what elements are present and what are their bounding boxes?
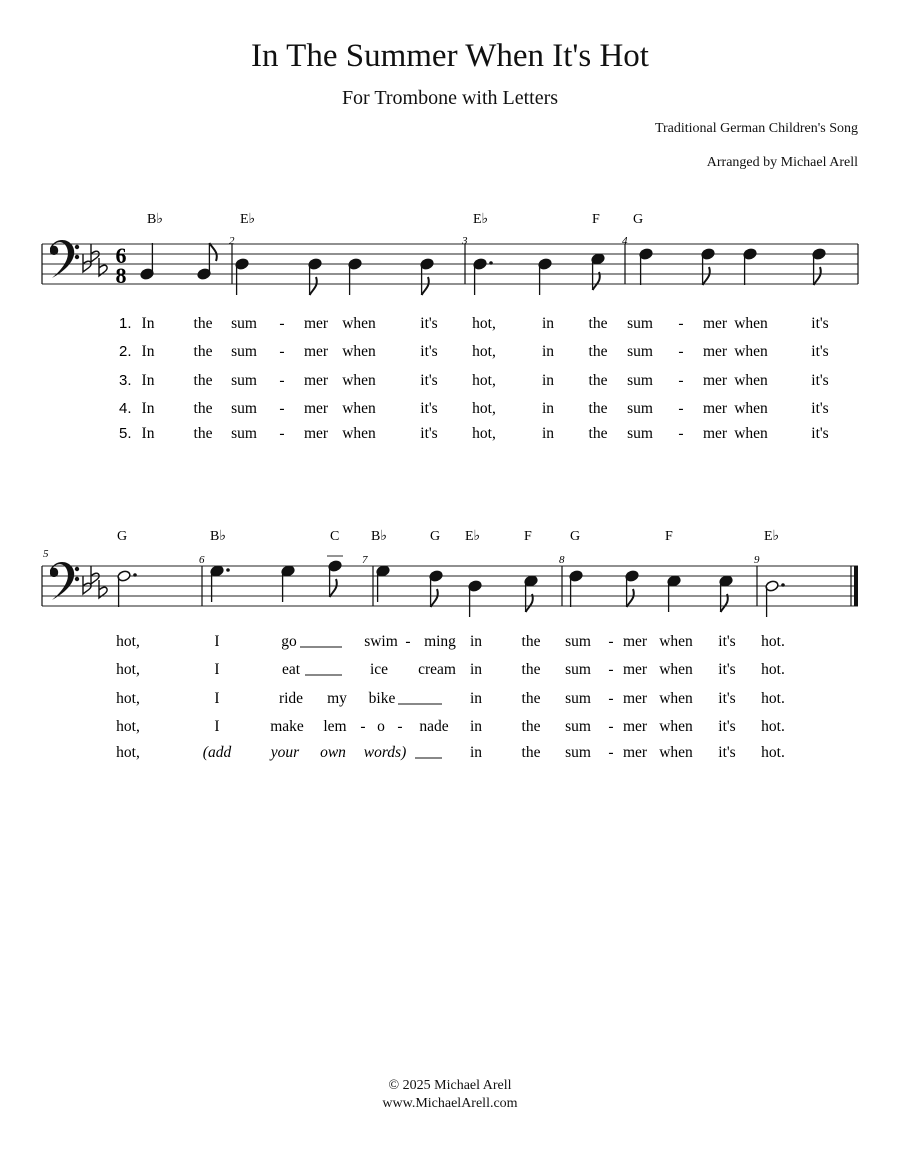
note [197,243,217,280]
chord-symbol: C [330,529,340,544]
lyric-syllable: mer [622,718,648,735]
lyric-syllable: sum [231,400,257,417]
lyric-syllable: when [734,372,768,389]
note-flag [593,272,600,290]
lyric-syllable: In [141,425,155,442]
lyric-hyphen: - [279,400,285,417]
lyric-syllable: when [659,633,693,650]
key-signature-flats [83,566,107,598]
note-flag [814,267,821,285]
lyric-syllable: hot, [116,690,140,707]
lyric-syllable: mer [702,343,728,360]
lyric-syllable: mer [702,372,728,389]
lyric-syllable: when [342,372,376,389]
chord-symbol: F [665,529,673,544]
lyric-syllable: mer [622,661,648,678]
chord-symbol: G [117,529,128,544]
lyric-hyphen: - [279,315,285,332]
lyric-syllable: mer [303,425,329,442]
note-flag [526,594,533,612]
lyric-syllable: hot, [472,425,496,442]
lyric-syllable: ice [369,661,389,678]
measure-number: 7 [362,554,368,566]
lyric-syllable: eat [281,661,301,678]
lyric-hyphen: - [678,400,684,417]
notes-system-1 [140,243,826,295]
lyric-hyphen: - [608,661,614,678]
note [538,258,552,295]
lyric-syllable: sum [565,661,591,678]
lyric-syllable: make [270,718,304,735]
verse-number: 5. [119,425,132,442]
lyric-syllable: it's [811,372,829,389]
lyrics-system-1 [119,315,829,442]
lyric-syllable: my [327,690,347,707]
lyric-syllable: hot. [761,633,785,650]
lyric-syllable: it's [420,343,438,360]
lyric-hyphen: - [678,315,684,332]
lyric-syllable: hot, [472,372,496,389]
lyric-syllable: in [541,343,555,360]
lyric-hyphen: - [279,425,285,442]
lyric-syllable: hot, [472,400,496,417]
lyric-syllable: sum [565,718,591,735]
chord-symbol: B♭ [147,212,163,227]
lyric-hyphen: - [279,372,285,389]
website-link[interactable]: www.MichaelArell.com [382,1096,518,1111]
lyric-hyphen: - [397,718,403,735]
lyric-syllable: In [141,400,155,417]
lyric-syllable: hot. [761,661,785,678]
lyric-syllable: sum [627,315,653,332]
lyric-syllable: In [141,372,155,389]
lyric-syllable: the [521,661,541,678]
augmentation-dot [226,568,230,572]
measure-number: 4 [622,235,628,247]
augmentation-dot [489,261,493,265]
lyric-hyphen: - [678,372,684,389]
lyric-syllable: the [193,315,213,332]
verse-number: 2. [119,343,132,360]
lyric-syllable: it's [718,744,736,761]
lyrics-system-2 [116,633,785,761]
lyric-syllable: I [214,718,220,735]
lyric-syllable: your [270,744,300,761]
lyric-syllable: in [541,372,555,389]
augmentation-dot [133,573,137,577]
lyric-hyphen: - [678,343,684,360]
note-flag [209,243,216,261]
score-title: In The Summer When It's Hot [251,38,649,74]
lyric-hyphen: - [608,633,614,650]
score-subtitle: For Trombone with Letters [341,87,559,109]
lyric-syllable: mer [303,400,329,417]
note [308,258,322,295]
lyric-syllable: In [141,343,155,360]
copyright-notice: © 2025 Michael Arell [388,1078,512,1093]
lyric-syllable: lem [323,718,347,735]
lyric-syllable: hot, [116,633,140,650]
lyric-syllable: In [141,315,155,332]
lyric-hyphen: - [608,744,614,761]
lyric-syllable: it's [811,400,829,417]
lyric-syllable: the [588,315,608,332]
lyric-syllable: I [214,661,220,678]
verse-number: 4. [119,400,132,417]
note-flag [721,594,728,612]
lyric-syllable: mer [303,372,329,389]
chord-symbol: E♭ [764,529,780,544]
lyric-hyphen: - [360,718,366,735]
lyric-syllable: bike [368,690,396,707]
note [473,258,493,295]
lyric-syllable: sum [231,372,257,389]
chord-symbol: G [633,212,644,227]
lyric-syllable: when [342,315,376,332]
composer-credit: Traditional German Children's Song [654,121,858,136]
lyric-syllable: the [588,343,608,360]
note [743,248,757,285]
chord-symbol: E♭ [465,529,481,544]
note [468,580,482,617]
lyric-syllable: in [469,718,483,735]
lyric-hyphen: - [678,425,684,442]
measure-number: 9 [754,554,760,566]
lyric-syllable: hot, [472,343,496,360]
lyric-syllable: the [588,425,608,442]
lyric-syllable: the [521,633,541,650]
note-flag [422,277,429,295]
lyric-syllable: I [214,690,220,707]
lyric-syllable: when [734,400,768,417]
lyric-syllable: words) [363,744,407,761]
lyric-syllable: sum [231,343,257,360]
note [429,570,443,607]
lyric-syllable: the [521,718,541,735]
lyric-syllable: mer [622,744,648,761]
bass-clef-icon [50,562,79,600]
lyric-syllable: sum [231,315,257,332]
lyric-syllable: swim [364,633,398,650]
note [625,570,639,607]
notes-system-2 [117,556,785,617]
lyric-syllable: hot, [116,718,140,735]
lyric-syllable: the [193,372,213,389]
lyric-syllable: the [193,343,213,360]
chord-symbol: G [570,529,581,544]
note [140,243,154,280]
measure-number: 6 [199,554,205,566]
lyric-syllable: it's [811,343,829,360]
time-sig-bottom: 8 [115,263,127,288]
chord-symbol: E♭ [473,212,489,227]
lyric-syllable: mer [303,315,329,332]
arranger-credit: Arranged by Michael Arell [706,155,858,170]
verse-number: 3. [119,372,132,389]
chord-symbol: F [592,212,600,227]
lyric-syllable: go [281,633,297,650]
lyric-syllable: when [342,343,376,360]
lyric-syllable: in [469,690,483,707]
lyric-syllable: mer [702,400,728,417]
lyric-syllable: (add [202,744,232,761]
bass-clef-icon [50,240,79,278]
lyric-syllable: in [541,400,555,417]
lyric-syllable: sum [627,425,653,442]
lyric-syllable: own [320,744,346,761]
chord-symbol: F [524,529,532,544]
lyric-syllable: it's [718,690,736,707]
key-signature-flats [83,244,107,276]
lyric-hyphen: - [608,718,614,735]
lyric-syllable: when [734,315,768,332]
staff-lines-2 [42,566,858,606]
chord-symbols-1 [147,212,643,227]
lyric-syllable: the [521,744,541,761]
note [348,258,362,295]
lyric-syllable: ride [278,690,304,707]
note-flag [431,589,438,607]
lyric-syllable: mer [702,315,728,332]
measure-number: 8 [559,554,565,566]
lyric-syllable: in [469,661,483,678]
chord-symbol: B♭ [371,529,387,544]
measure-number: 3 [462,235,468,247]
lyric-syllable: in [541,425,555,442]
chord-symbol: B♭ [210,529,226,544]
lyric-syllable: sum [565,633,591,650]
lyric-syllable: mer [622,690,648,707]
lyric-syllable: the [521,690,541,707]
note [420,258,434,295]
lyric-syllable: it's [811,315,829,332]
lyric-syllable: when [342,400,376,417]
measure-number: 2 [229,235,235,247]
lyric-syllable: when [734,343,768,360]
lyric-syllable: sum [627,400,653,417]
lyric-syllable: it's [420,315,438,332]
note [812,248,826,285]
lyric-syllable: when [659,661,693,678]
lyric-syllable: it's [811,425,829,442]
lyric-syllable: when [659,744,693,761]
note-flag [627,589,634,607]
lyric-syllable: in [469,744,483,761]
lyric-syllable: it's [718,661,736,678]
lyric-syllable: hot, [116,744,140,761]
lyric-syllable: hot. [761,744,785,761]
chord-symbols-2 [117,529,779,544]
note-flag [330,579,337,597]
lyric-syllable: nade [419,718,449,735]
note-flag [310,277,317,295]
lyric-syllable: o [377,718,385,735]
lyric-syllable: when [342,425,376,442]
lyric-syllable: sum [231,425,257,442]
lyric-syllable: hot, [116,661,140,678]
lyric-syllable: I [214,633,220,650]
lyric-hyphen: - [279,343,285,360]
lyric-syllable: mer [622,633,648,650]
staff-lines-1 [42,244,858,284]
measure-number: 5 [43,548,49,560]
lyric-syllable: hot. [761,690,785,707]
note [765,580,785,617]
time-sig-top: 6 [115,243,127,268]
verse-number: 1. [119,315,132,332]
lyric-syllable: ming [424,633,456,650]
lyric-syllable: sum [565,744,591,761]
lyric-syllable: it's [420,400,438,417]
staff-system-1 [42,240,858,295]
note [117,570,137,607]
lyric-syllable: hot, [472,315,496,332]
lyric-syllable: mer [702,425,728,442]
lyric-hyphen: - [608,690,614,707]
lyric-syllable: sum [565,690,591,707]
lyric-syllable: it's [420,425,438,442]
lyric-syllable: the [193,400,213,417]
lyric-syllable: when [659,690,693,707]
note [328,560,342,597]
lyric-syllable: it's [420,372,438,389]
augmentation-dot [781,583,785,587]
lyric-hyphen: - [405,633,411,650]
lyric-syllable: the [193,425,213,442]
note [639,248,653,285]
note [235,258,249,295]
chord-symbol: E♭ [240,212,256,227]
staff-system-2 [42,556,858,617]
note [569,570,583,607]
lyric-syllable: hot. [761,718,785,735]
lyric-syllable: sum [627,343,653,360]
lyric-syllable: it's [718,633,736,650]
lyric-syllable: sum [627,372,653,389]
lyric-syllable: when [734,425,768,442]
lyric-syllable: in [469,633,483,650]
lyric-syllable: mer [303,343,329,360]
note [701,248,715,285]
lyric-syllable: cream [418,661,456,678]
lyric-syllable: the [588,372,608,389]
lyric-syllable: in [541,315,555,332]
lyric-syllable: the [588,400,608,417]
chord-symbol: G [430,529,441,544]
lyric-syllable: when [659,718,693,735]
lyric-syllable: it's [718,718,736,735]
note-flag [703,267,710,285]
